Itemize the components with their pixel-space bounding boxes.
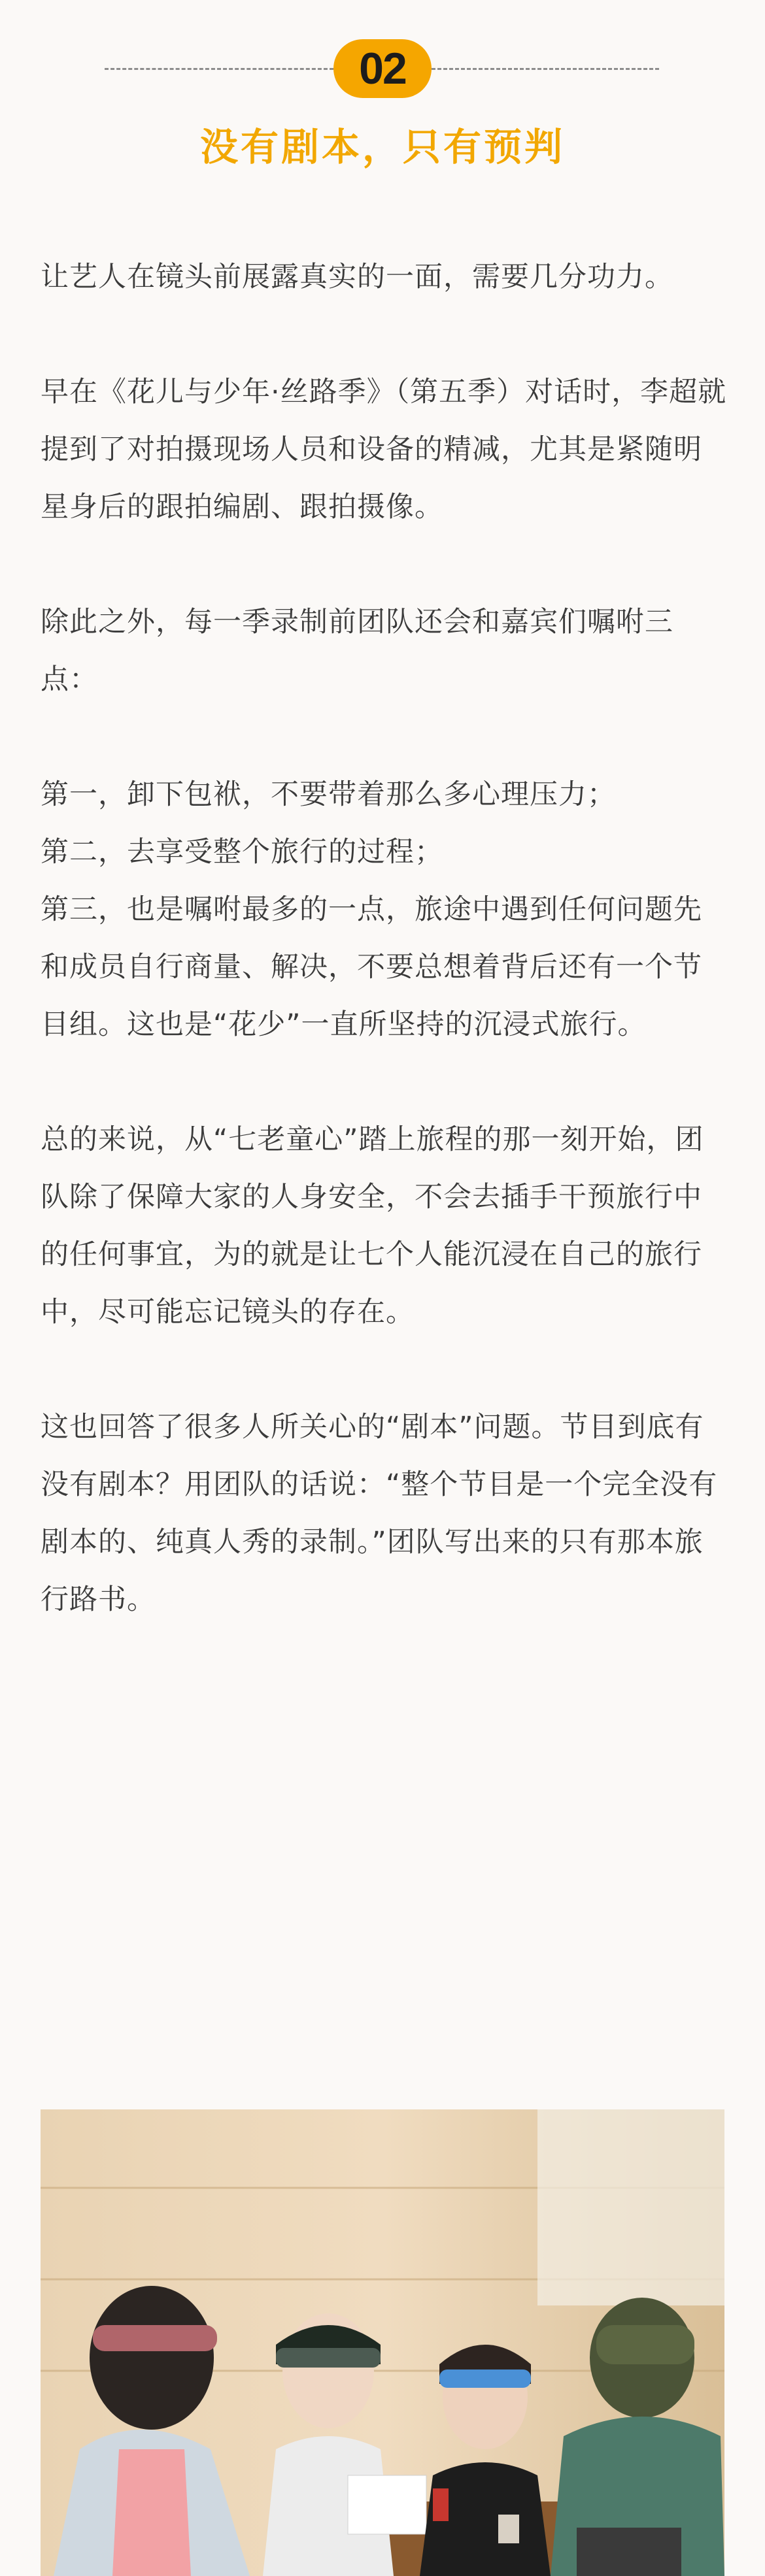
paragraph-4-second: 第二，去享受整个旅行的过程； <box>41 836 443 868</box>
paragraph-3: 除此之外，每一季录制前团队还会和嘉宾们嘱咐三点： <box>41 606 673 696</box>
photo-illustration <box>41 2109 724 2576</box>
paragraph-2: 早在《花儿与少年·丝路季》（第五季）对话时，李超就提到了对拍摄现场人员和设备的精减，尤其是紧随明星身后的跟拍编剧、跟拍摄像。 <box>41 376 727 523</box>
paragraph-4-first: 第一，卸下包袱，不要带着那么多心理压力； <box>41 778 616 811</box>
divider-left <box>105 68 333 70</box>
paragraph-5: 总的来说，从“七老童心”踏上旅程的那一刻开始，团队除了保障大家的人身安全，不会去插手干预旅行中的任何事宜，为的就是让七个人能沉浸在自己的旅行中，尽可能忘记镜头的存在。 <box>41 1123 704 1329</box>
article-body <box>41 248 727 1628</box>
section-header <box>0 24 765 115</box>
section-title: 没有剧本，只有预判 <box>199 125 565 169</box>
paragraph-4-third: 第三，也是嘱咐最多的一点，旅途中遇到任何问题先和成员自行商量、解决，不要总想着背后还有一个节目组。这也是“花少”一直所坚持的沉浸式旅行。 <box>41 893 702 1041</box>
paragraph-1: 让艺人在镜头前展露真实的一面，需要几分功力。 <box>41 261 673 293</box>
divider-right <box>432 68 659 70</box>
section-number-badge: 02 <box>333 39 432 98</box>
paragraph-6: 这也回答了很多人所关心的“剧本”问题。节目到底有没有剧本？用团队的话说：“整个节目是一个完全没有剧本的、纯真人秀的录制。”团队写出来的只有那本旅行路书。 <box>41 1411 718 1616</box>
article-photo <box>41 2109 724 2576</box>
